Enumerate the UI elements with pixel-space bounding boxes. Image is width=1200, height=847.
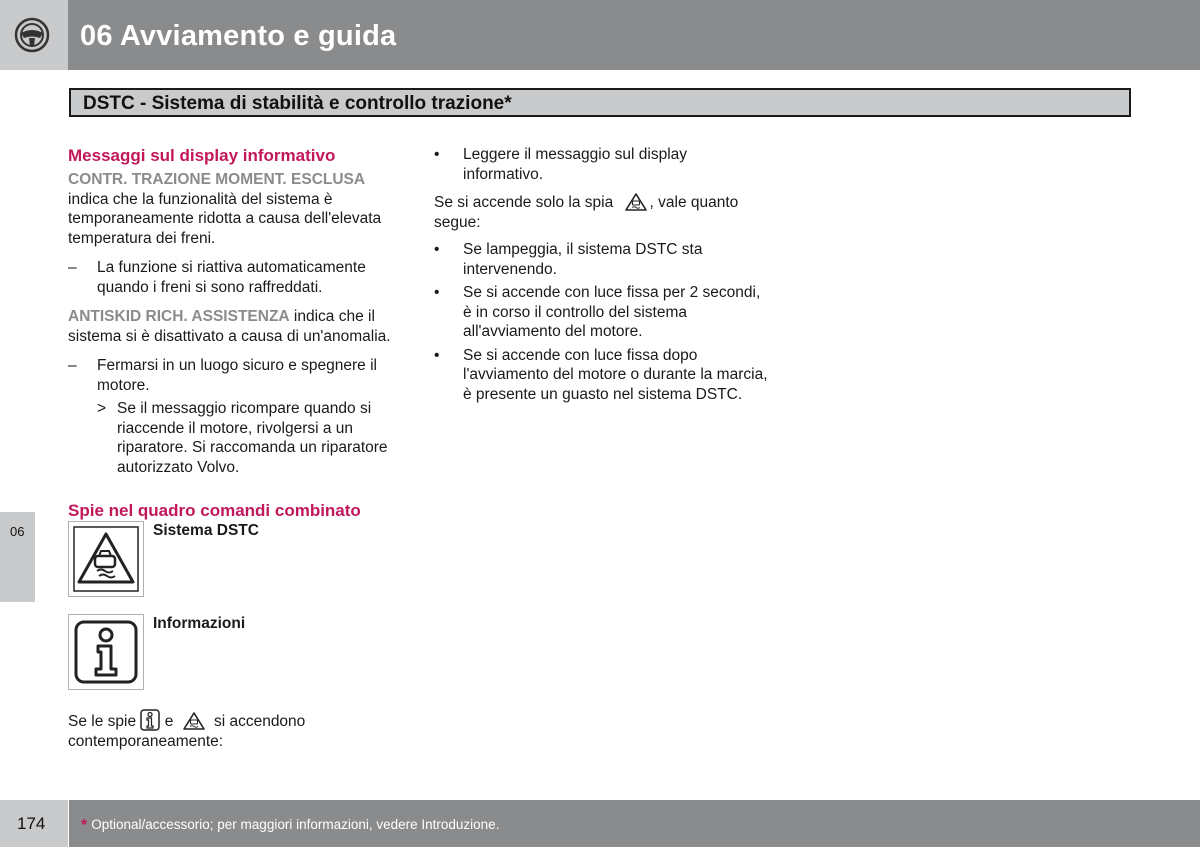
- page-number: 174: [17, 814, 46, 833]
- footnote: [81, 817, 499, 835]
- list-item: [434, 145, 770, 184]
- message1-paragraph: [68, 170, 406, 248]
- chapter-title: 06 Avviamento e guida: [80, 20, 397, 52]
- only-light-text-start: Se si accende solo la spia: [434, 194, 614, 211]
- list-item: [434, 283, 770, 342]
- list-item: [68, 258, 406, 297]
- bullet-text: Leggere il messaggio sul display informativo.: [463, 146, 688, 183]
- heading-display-messages: Messaggi sul display informativo: [68, 146, 336, 165]
- heading-warning-lights: Spie nel quadro comandi combinato: [68, 501, 361, 520]
- bullet-marker: •: [434, 146, 440, 163]
- list-item: [68, 399, 406, 477]
- bullet-text: Se si accende con luce fissa dopo l'avviamento del motore o durante la marcia, è presente un guasto nel sistema DSTC.: [463, 346, 768, 403]
- section-title-bar: [69, 88, 1131, 117]
- closing-text-end: si accendono contemporaneamente:: [68, 713, 306, 750]
- page-number-box: [0, 800, 68, 847]
- dstc-warning-icon: [624, 192, 648, 212]
- message2-label: ANTISKID RICH. ASSISTENZA: [68, 308, 290, 325]
- message1-text: indica che la funzionalità del sistema è temporaneamente ridotta a causa dell'elevata temperatura dei freni.: [68, 190, 382, 247]
- dstc-warning-icon: [73, 526, 139, 592]
- dstc-warning-icon: [182, 711, 206, 731]
- dstc-light-label: Sistema DSTC: [153, 522, 259, 539]
- info-icon: [73, 619, 139, 685]
- message2-text: indica che il sistema si è disattivato a causa di un'anomalia.: [68, 308, 391, 345]
- only-light-text-end: , vale quanto segue:: [434, 194, 739, 231]
- dash-marker: –: [68, 259, 77, 276]
- closing-text-mid: e: [164, 713, 174, 730]
- info-light-label: Informazioni: [153, 615, 246, 632]
- section-title: DSTC - Sistema di stabilità e controllo trazione*: [83, 93, 512, 114]
- closing-paragraph: [68, 709, 406, 751]
- bullet-marker: •: [434, 346, 440, 364]
- info-light-box: [68, 614, 144, 690]
- list-item: [434, 346, 770, 405]
- right-column: [434, 145, 770, 408]
- bullet-marker: •: [434, 241, 440, 258]
- chapter-header: [0, 0, 1200, 70]
- steering-wheel-icon: [14, 17, 50, 53]
- list-item: [434, 240, 770, 279]
- bullet-text: Se si accende con luce fissa per 2 secondi, è in corso il controllo del sistema all'avviamento del motore.: [463, 284, 761, 340]
- message1-dash-text: La funzione si riattiva automaticamente quando i freni si sono raffreddati.: [97, 259, 366, 296]
- bullet-text: Se lampeggia, il sistema DSTC sta intervenendo.: [463, 241, 703, 278]
- message1-label: CONTR. TRAZIONE MOMENT. ESCLUSA: [68, 171, 366, 188]
- only-light-paragraph: [434, 192, 770, 232]
- header-icon-box: [0, 0, 68, 70]
- bullet-marker: •: [434, 284, 440, 301]
- dash-marker: –: [68, 357, 77, 374]
- message2-sub-text: Se il messaggio ricompare quando si riaccende il motore, rivolgersi a un riparatore. Si raccomanda un riparatore autorizzato Volvo.: [117, 400, 388, 476]
- message2-paragraph: [68, 307, 406, 346]
- arrow-marker: >: [97, 400, 107, 417]
- dstc-light-box: [68, 521, 144, 597]
- closing-text-start: Se le spie: [68, 713, 137, 730]
- footnote-text: Optional/accessorio; per maggiori informazioni, vedere Introduzione.: [91, 817, 500, 832]
- footnote-star: *: [81, 817, 88, 834]
- info-icon: [140, 709, 160, 731]
- left-column: [68, 145, 406, 522]
- message2-dash-text: Fermarsi in un luogo sicuro e spegnere il motore.: [97, 357, 377, 394]
- list-item: [68, 356, 406, 395]
- chapter-tab-label: 06: [10, 524, 25, 539]
- chapter-side-tab: [0, 512, 35, 602]
- footer-bar: [69, 800, 1200, 847]
